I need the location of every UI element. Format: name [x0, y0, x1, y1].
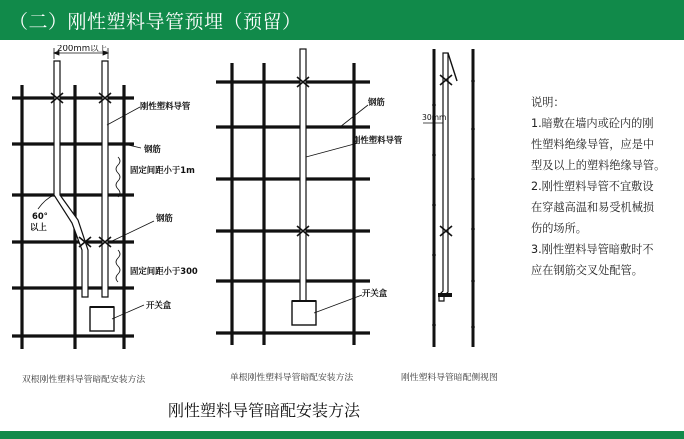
label-rebar: 钢筋: [368, 97, 385, 107]
notes-line: 3.刚性塑料导管暗敷时不: [531, 243, 654, 256]
notes-line: 1.暗敷在墙内或砼内的刚: [531, 117, 654, 130]
notes-line: 型及以上的塑料绝缘导管。: [531, 159, 666, 172]
notes-line: 性塑料绝缘导管，应是中: [531, 138, 655, 151]
caption-double-conduit: 双根刚性塑料导管暗配安装方法: [22, 375, 146, 385]
label-spacing-1m: 固定间距小于1m: [130, 165, 195, 175]
footer-bar: [0, 431, 684, 439]
notes-line: 伤的场所。: [531, 222, 587, 235]
notes-line: 说明：: [531, 96, 565, 109]
single-conduit-diagram: [212, 45, 410, 355]
label-rebar-mid: 钢筋: [156, 213, 173, 223]
label-switch-box: 开关盒: [146, 300, 172, 310]
notes-line: 在穿越高温和易受机械损: [531, 201, 655, 214]
label-conduit: 刚性塑料导管: [352, 135, 403, 145]
figure-single-conduit: [212, 45, 410, 355]
label-switch-box: 开关盒: [362, 288, 388, 298]
notes-line: 2.刚性塑料导管不宜敷设: [531, 180, 654, 193]
double-conduit-diagram: [6, 45, 210, 355]
notes-panel: [531, 92, 681, 281]
figure-side-view: [417, 45, 495, 355]
main-caption: 刚性塑料导管暗配安装方法: [168, 401, 361, 420]
label-rebar-top: 钢筋: [144, 144, 161, 154]
caption-single-conduit: 单根刚性塑料导管暗配安装方法: [230, 373, 354, 383]
side-view-diagram: [417, 45, 495, 355]
page-title: （二）刚性塑料导管预埋（预留）: [9, 11, 302, 33]
figure-double-conduit: [6, 45, 210, 355]
dim-200mm: 200mm以上: [57, 45, 108, 54]
label-spacing-300: 固定间距小于300: [130, 266, 198, 276]
dim-30mm: 30mm: [422, 113, 447, 122]
notes-line: 应在钢筋交叉处配管。: [531, 264, 643, 277]
header-bar: [0, 0, 684, 40]
label-angle: 60°: [32, 211, 48, 221]
caption-side-view: 刚性塑料导管暗配侧视图: [401, 373, 498, 383]
label-angle-above: 以上: [30, 222, 47, 232]
label-conduit: 刚性塑料导管: [140, 101, 191, 111]
